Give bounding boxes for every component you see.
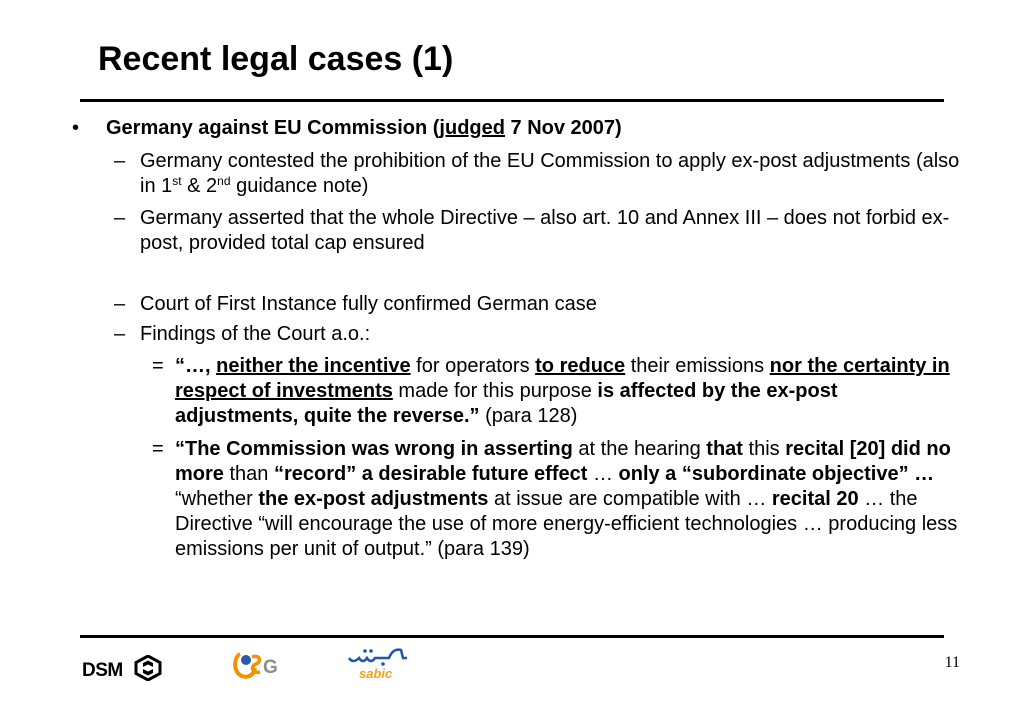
q2-part: … the Directive “will encourage the use of more energy-efficient technologies … producing less emissions per unit of output.” (para 139) [175,488,958,560]
sub-item-contested-text-b: & 2 [181,175,218,197]
sup-st: st [172,174,182,188]
svg-text:G: G [263,657,278,678]
dsm-emblem-icon [134,655,162,681]
sup-nd: nd [217,174,231,188]
bullet-heading-text-a: Germany against EU Commission ( [106,117,440,139]
q2-part: at issue are compatible with … [488,488,772,510]
sub-item-findings: Findings of the Court a.o.: [140,323,371,345]
q2-part: … [587,463,619,485]
q2-part: recital 20 [771,488,859,510]
q2-part: “whether [175,488,259,510]
q1-part: for operators [410,355,536,377]
q2-part: at the hearing [572,438,707,460]
dash-marker: – [114,150,126,172]
q1-part: is affected by the ex-post adjustments, quite the reverse.” [175,380,838,427]
q1-part: made for this purpose [392,380,598,402]
q2-part: the ex-post adjustments [258,488,489,510]
sabic-logo-icon [345,644,411,682]
dash-marker: – [114,293,126,315]
bullet-heading-text-b: 7 Nov 2007) [504,117,622,139]
q1-part: to reduce [535,355,626,377]
bullet-heading [106,116,956,141]
dsm-logo-text: DSM [82,660,123,681]
q1-part: nor the certainty in respect of investments [175,355,950,402]
equals-marker: = [152,355,164,377]
q2-part: “record” a desirable future effect [273,463,588,485]
sub-item-contested-text-a: Germany contested the prohibition of the EU Commission to apply ex-post adjustments (also in 1 [140,150,960,197]
svg-text:sabic: sabic [359,666,393,681]
dash-marker: – [114,323,126,345]
sub-item-contested [140,149,960,199]
osg-logo-icon [232,648,284,680]
slide-title: Recent legal cases (1) [98,40,454,78]
sub-item-court-confirmed: Court of First Instance fully confirmed German case [140,293,597,315]
finding-quote-2 [175,437,965,562]
sub-item-contested-text-c: guidance note) [230,175,369,197]
q1-part: (para 128) [479,405,578,427]
q2-part: only a “subordinate objective” … [618,463,935,485]
q2-part: this [742,438,786,460]
q1-part: “…, [175,355,217,377]
bullet-heading-judged: judged [439,117,505,139]
finding-quote-1 [175,354,965,429]
q2-part: “The Commission was wrong in asserting [175,438,573,460]
dsm-logo [82,655,162,682]
q1-part: their emissions [625,355,770,377]
dash-marker: – [114,207,126,229]
footer-divider [80,635,944,638]
page-number: 11 [944,654,960,671]
q2-part: recital [20] did no more [175,438,951,485]
q1-part: neither the incentive [216,355,411,377]
q2-part: that [706,438,743,460]
bullet-marker: • [72,117,80,139]
q2-part: than [223,463,274,485]
sub-item-asserted: Germany asserted that the whole Directive – also art. 10 and Annex III – does not forbid ex-post, provided total cap ensured [140,207,950,254]
equals-marker: = [152,438,164,460]
